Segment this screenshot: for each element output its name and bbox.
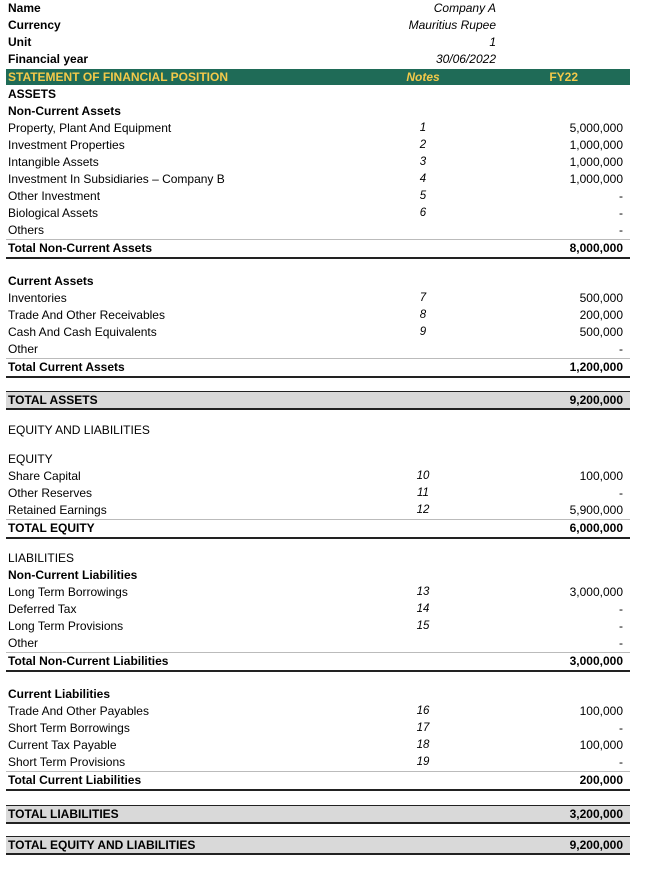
row-label: ASSETS bbox=[8, 87, 57, 101]
meta-label: Unit bbox=[8, 35, 32, 49]
meta-label: Financial year bbox=[8, 52, 89, 66]
row-label: Current Tax Payable bbox=[8, 738, 117, 752]
row-value: 100,000 bbox=[579, 704, 623, 718]
row-label: Total Current Assets bbox=[8, 360, 125, 374]
line-item-row bbox=[6, 137, 630, 154]
line-item-row bbox=[6, 468, 630, 485]
row-note: 16 bbox=[416, 705, 430, 717]
row-note: 15 bbox=[416, 620, 430, 632]
line-item-row bbox=[6, 635, 630, 652]
section-heading-row bbox=[6, 451, 630, 468]
row-value: 3,000,000 bbox=[569, 585, 623, 599]
line-item-row bbox=[6, 188, 630, 205]
meta-label: Currency bbox=[8, 18, 61, 32]
row-value: - bbox=[619, 206, 623, 220]
row-value: 1,000,000 bbox=[569, 155, 623, 169]
row-note: 5 bbox=[419, 190, 427, 202]
row-note: 13 bbox=[416, 586, 430, 598]
row-note: 1 bbox=[419, 122, 427, 134]
line-item-row bbox=[6, 171, 630, 188]
row-note: 19 bbox=[416, 756, 430, 768]
grand-total-row bbox=[6, 836, 630, 855]
subtotal-row bbox=[6, 652, 630, 672]
row-value: - bbox=[619, 636, 623, 650]
row-label: TOTAL EQUITY bbox=[8, 521, 95, 535]
row-label: Investment Properties bbox=[8, 138, 125, 152]
meta-value: Company A bbox=[433, 1, 496, 15]
row-value: - bbox=[619, 223, 623, 237]
row-value: 3,000,000 bbox=[569, 654, 623, 668]
line-item-row bbox=[6, 290, 630, 307]
row-value: - bbox=[619, 486, 623, 500]
row-label: LIABILITIES bbox=[8, 551, 75, 565]
row-note: 17 bbox=[416, 722, 430, 734]
row-label: Intangible Assets bbox=[8, 155, 99, 169]
section-heading-row bbox=[6, 686, 630, 703]
row-note: 14 bbox=[416, 603, 430, 615]
row-note: 9 bbox=[419, 326, 427, 338]
meta-row-currency bbox=[6, 17, 630, 34]
line-item-row bbox=[6, 154, 630, 171]
row-label: TOTAL ASSETS bbox=[8, 393, 98, 407]
row-value: 200,000 bbox=[579, 308, 623, 322]
section-heading-row bbox=[6, 103, 630, 120]
line-item-row bbox=[6, 485, 630, 502]
line-item-row bbox=[6, 737, 630, 754]
row-value: 9,200,000 bbox=[569, 393, 623, 407]
row-note: 10 bbox=[416, 470, 430, 482]
row-note: 18 bbox=[416, 739, 430, 751]
line-item-row bbox=[6, 618, 630, 635]
row-label: EQUITY bbox=[8, 452, 53, 466]
row-label: Retained Earnings bbox=[8, 503, 107, 517]
statement-title: STATEMENT OF FINANCIAL POSITION bbox=[8, 70, 228, 84]
section-heading-row bbox=[6, 567, 630, 584]
row-label: TOTAL EQUITY AND LIABILITIES bbox=[8, 838, 196, 852]
row-label: Investment In Subsidiaries – Company B bbox=[8, 172, 225, 186]
line-item-row bbox=[6, 584, 630, 601]
row-value: 5,900,000 bbox=[569, 503, 623, 517]
row-value: 8,000,000 bbox=[569, 241, 623, 255]
line-item-row bbox=[6, 324, 630, 341]
row-label: Biological Assets bbox=[8, 206, 99, 220]
line-item-row bbox=[6, 120, 630, 137]
row-label: Trade And Other Receivables bbox=[8, 308, 165, 322]
row-value: - bbox=[619, 189, 623, 203]
row-value: 500,000 bbox=[579, 291, 623, 305]
row-label: Trade And Other Payables bbox=[8, 704, 149, 718]
grand-total-row bbox=[6, 805, 630, 824]
section-heading-row bbox=[6, 550, 630, 567]
row-label: Non-Current Liabilities bbox=[8, 568, 138, 582]
row-label: Property, Plant And Equipment bbox=[8, 121, 172, 135]
grand-total-row bbox=[6, 391, 630, 410]
row-value: 9,200,000 bbox=[569, 838, 623, 852]
row-label: Total Non-Current Liabilities bbox=[8, 654, 169, 668]
row-label: Share Capital bbox=[8, 469, 81, 483]
statement-header-bar bbox=[6, 69, 630, 85]
meta-row-unit bbox=[6, 34, 630, 51]
line-item-row bbox=[6, 754, 630, 771]
row-value: 3,200,000 bbox=[569, 807, 623, 821]
row-value: - bbox=[619, 619, 623, 633]
row-value: 1,000,000 bbox=[569, 138, 623, 152]
period-column-header: FY22 bbox=[549, 70, 578, 84]
meta-row-financial-year bbox=[6, 51, 630, 68]
row-note: 7 bbox=[419, 292, 427, 304]
row-label: Long Term Provisions bbox=[8, 619, 124, 633]
line-item-row bbox=[6, 502, 630, 519]
row-value: - bbox=[619, 755, 623, 769]
meta-value: 1 bbox=[489, 35, 496, 49]
meta-value: 30/06/2022 bbox=[435, 52, 496, 66]
line-item-row bbox=[6, 222, 630, 239]
line-item-row bbox=[6, 205, 630, 222]
row-label: Deferred Tax bbox=[8, 602, 77, 616]
notes-column-header: Notes bbox=[406, 70, 440, 84]
row-note: 8 bbox=[419, 309, 427, 321]
row-label: Current Liabilities bbox=[8, 687, 111, 701]
row-value: - bbox=[619, 721, 623, 735]
row-label: Short Term Provisions bbox=[8, 755, 126, 769]
meta-label: Name bbox=[8, 1, 41, 15]
meta-row-name bbox=[6, 0, 630, 17]
line-item-row bbox=[6, 720, 630, 737]
row-note: 12 bbox=[416, 504, 430, 516]
line-item-row bbox=[6, 307, 630, 324]
row-note: 11 bbox=[417, 487, 429, 499]
meta-value: Mauritius Rupee bbox=[408, 18, 496, 32]
subtotal-row bbox=[6, 239, 630, 259]
section-heading-row bbox=[6, 273, 630, 290]
section-heading-row bbox=[6, 86, 630, 103]
section-heading-row bbox=[6, 422, 630, 439]
row-label: Inventories bbox=[8, 291, 67, 305]
row-value: 100,000 bbox=[579, 738, 623, 752]
row-label: Total Non-Current Assets bbox=[8, 241, 153, 255]
line-item-row bbox=[6, 341, 630, 358]
subtotal-row bbox=[6, 358, 630, 378]
row-label: Short Term Borrowings bbox=[8, 721, 130, 735]
row-note: 3 bbox=[419, 156, 427, 168]
row-note: 6 bbox=[419, 207, 427, 219]
row-label: Other bbox=[8, 342, 39, 356]
row-label: Long Term Borrowings bbox=[8, 585, 128, 599]
row-value: 500,000 bbox=[579, 325, 623, 339]
line-item-row bbox=[6, 601, 630, 618]
row-value: 6,000,000 bbox=[569, 521, 623, 535]
row-value: - bbox=[619, 342, 623, 356]
row-label: Total Current Liabilities bbox=[8, 773, 142, 787]
row-label: Non-Current Assets bbox=[8, 104, 121, 118]
row-label: Other bbox=[8, 636, 39, 650]
subtotal-row bbox=[6, 519, 630, 539]
line-item-row bbox=[6, 703, 630, 720]
row-label: Other Reserves bbox=[8, 486, 93, 500]
subtotal-row bbox=[6, 771, 630, 791]
row-value: 5,000,000 bbox=[569, 121, 623, 135]
row-note: 2 bbox=[419, 139, 427, 151]
row-label: Others bbox=[8, 223, 45, 237]
row-label: EQUITY AND LIABILITIES bbox=[8, 423, 150, 437]
row-label: Other Investment bbox=[8, 189, 101, 203]
row-value: 200,000 bbox=[579, 773, 623, 787]
row-value: 1,200,000 bbox=[569, 360, 623, 374]
row-label: TOTAL LIABILITIES bbox=[8, 807, 119, 821]
row-label: Current Assets bbox=[8, 274, 94, 288]
row-value: 100,000 bbox=[579, 469, 623, 483]
row-value: 1,000,000 bbox=[569, 172, 623, 186]
row-note: 4 bbox=[419, 173, 427, 185]
row-label: Cash And Cash Equivalents bbox=[8, 325, 157, 339]
row-value: - bbox=[619, 602, 623, 616]
